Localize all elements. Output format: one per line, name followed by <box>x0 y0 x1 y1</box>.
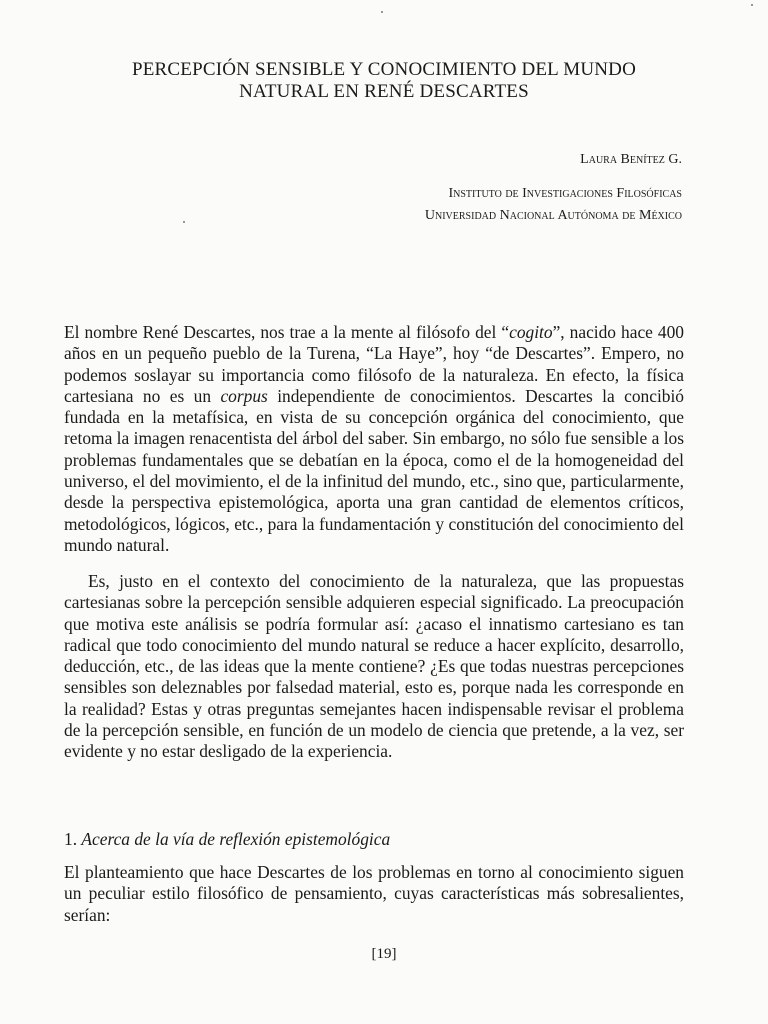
page-number: [19] <box>371 946 397 962</box>
scan-speck <box>751 4 753 6</box>
section-title: Acerca de la vía de reflexión epistemológica <box>81 829 391 849</box>
paragraph-3: El planteamiento que hace Descartes de los problemas en torno al conocimiento siguen un peculiar estilo filosófico de pensamiento, cuyas características más sobresalientes, serían: <box>64 862 684 925</box>
paragraph-1-part-c: independiente de conocimientos. Descartes la concibió fundada en la metafísica, en vista de su concepción orgánica del conocimiento, que retoma la imagen renacentista del árbol del saber. Sin embargo, no sólo fue sensible a los problemas fundamentales que se debatían en la época, como el de la homogeneidad del universo, el del movimiento, el de la infinitud del mundo, etc., sino que, particularmente, desde la perspectiva epistemológica, aporta una gran cantidad de elementos críticos, metodológicos, lógicos, etc., para la fundamentación y constitución del conocimiento del mundo natural. <box>64 385 685 555</box>
affiliation-institute: Instituto de Investigaciones Filosóficas <box>448 186 682 201</box>
section-heading <box>64 829 390 850</box>
scan-speck <box>183 221 185 223</box>
title-line-2: NATURAL EN RENÉ DESCARTES <box>239 81 529 102</box>
paragraph-1 <box>64 322 684 556</box>
author-name: Laura Benítez G. <box>580 152 682 167</box>
paragraph-2: Es, justo en el contexto del conocimiento de la naturaleza, que las propuestas cartesianas sobre la percepción sensible adquieren especial significado. La preocupación que motiva este análisis se podría formular así: ¿acaso el innatismo cartesiano es tan radical que todo conocimiento del mundo natural se reduce a hacer explícito, desarrollo, deducción, etc., de las ideas que la mente contiene? ¿Es que todas nuestras percepciones sensibles son deleznables por falsedad material, esto es, porque nada les corresponde en la realidad? Estas y otras preguntas semejantes hacen indispensable revisar el problema de la percepción sensible, en función de un modelo de ciencia que pretende, a la vez, ser evidente y no estar desligado de la experiencia. <box>64 571 684 762</box>
scan-speck <box>381 11 383 13</box>
affiliation-university: Universidad Nacional Autónoma de México <box>424 208 682 223</box>
section-number: 1. <box>64 829 78 849</box>
paragraph-1-part-b: ”, nacido hace 400 años en un pequeño pueblo de la Turena, “La Haye”, hoy “de Descartes”. Empero, no podemos soslayar su importancia como filósofo de la naturaleza. En efecto, la física cartesiana no es un <box>64 322 684 406</box>
cogito-term: cogito <box>509 322 553 342</box>
corpus-term: corpus <box>220 385 268 406</box>
title-line-1: PERCEPCIÓN SENSIBLE Y CONOCIMIENTO DEL MUNDO <box>131 59 637 80</box>
paragraph-1-part-a: El nombre René Descartes, nos trae a la mente al filósofo del “ <box>64 322 510 342</box>
article-title <box>70 59 698 103</box>
